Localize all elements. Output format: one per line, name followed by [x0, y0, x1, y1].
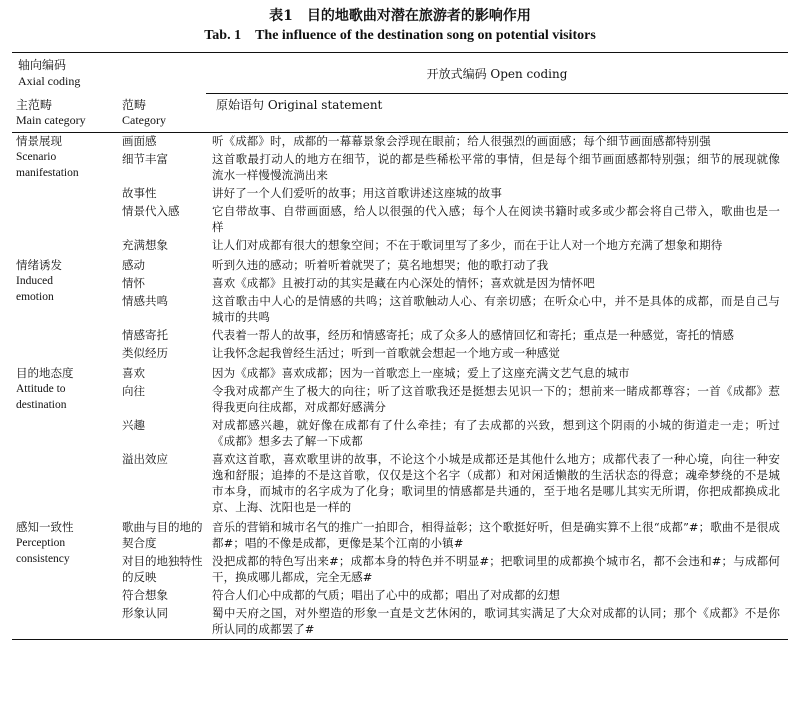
table-row: [118, 257, 788, 273]
original-statement-cell: 符合人们心中成都的气质；唱出了心中的成都；唱出了对成都的幻想: [212, 588, 560, 602]
table-row: [118, 237, 788, 253]
category-cell: 类似经历: [122, 346, 168, 360]
table-row: [118, 185, 788, 201]
category-cell: 情景代入感: [122, 204, 180, 218]
table-row: [118, 605, 788, 637]
original-statement-cell: 喜欢这首歌，喜欢歌里讲的故事，不论这个小城是成都还是其他什么地方；成都代表了一种心境，向往一种安逸和舒服；追捧的不是这首歌，仅仅是这个名字（成都）和对闲适懒散的生活状态的得意；魂牵梦绕的不是城市本身，而城市的名字成为了化身；歌词里的情感都是共通的，至于地名是哪儿其实无所谓，你把成都换成北京、上海、沈阳也是一样的: [212, 452, 780, 514]
main-category-label-zh: 情绪诱发: [16, 258, 62, 272]
original-statement-cell: 这首歌击中人心的是情感的共鸣；这首歌触动人心、有亲切感；在听众心中，并不是具体的成都，而是自己与城市的共鸣: [212, 294, 780, 324]
category-cell: 情感共鸣: [122, 294, 168, 308]
original-statement-cell: 对成都感兴趣，就好像在成都有了什么牵挂；有了去成都的兴致，想到这个阴雨的小城的街道走一走；听过《成都》想多去了解一下成都: [212, 418, 780, 448]
original-statement-cell: 讲好了一个人们爱听的故事；用这首歌讲述这座城的故事: [212, 186, 502, 200]
table-row: [118, 417, 788, 449]
category-header: [118, 98, 206, 128]
main-category-cell: [12, 519, 112, 639]
table-row: [118, 451, 788, 515]
category-cell: 兴趣: [122, 418, 145, 432]
category-rows: [118, 365, 788, 517]
table-row: [118, 519, 788, 551]
table-row: [118, 133, 788, 149]
section-4: [12, 519, 788, 639]
original-statement-cell: 让我怀念起我曾经生活过；听到一首歌就会想起一个地方或一种感觉: [212, 346, 560, 360]
table-row: [118, 151, 788, 183]
original-statement-cell: 令我对成都产生了极大的向往；听了这首歌我还是挺想去见识一下的；想前来一睹成都尊容；一首《成都》惹得我更向往成都，对成都好感满分: [212, 384, 780, 414]
category-cell: 形象认同: [122, 606, 168, 620]
original-statement-cell: 这首歌最打动人的地方在细节，说的都是些稀松平常的事情，但是每个细节画面感都特别强；细节的展现就像流水一样慢慢流淌出来: [212, 152, 780, 182]
table-row: [118, 293, 788, 325]
table-title-en: Tab. 1 The influence of the destination song on potential visitors: [204, 28, 596, 43]
section-3: [12, 365, 788, 517]
table-header-axial-open: [12, 53, 788, 93]
main-category-label-en: emotion: [16, 291, 54, 303]
main-category-label-zh: 感知一致性: [16, 520, 74, 534]
table-row: [118, 553, 788, 585]
category-cell: 对目的地独特性的反映: [122, 554, 203, 584]
original-statement-cell: 它自带故事、自带画面感，给人以很强的代入感；每个人在阅读书籍时或多或少都会将自己带入，歌曲也是一样: [212, 204, 780, 234]
table-row: [118, 383, 788, 415]
main-category-label-zh: 目的地态度: [16, 366, 74, 380]
main-category-label-en: Perception: [16, 537, 66, 549]
table-title-zh: 表1 目的地歌曲对潜在旅游者的影响作用: [269, 8, 531, 24]
table-row: [118, 275, 788, 291]
table-header-columns: [12, 94, 788, 132]
section-1: [12, 133, 788, 255]
axial-coding-en: Axial coding: [18, 74, 81, 88]
category-cell: 充满想象: [122, 238, 168, 252]
open-coding-header: 开放式编码 Open coding: [426, 66, 568, 81]
original-statement-cell: 音乐的营销和城市名气的推广一拍即合，相得益彰；这个歌挺好听，但是确实算不上很“成都”#；歌曲不是很成都#；唱的不像是成都，更像是某个江南的小镇#: [212, 520, 780, 550]
main-category-label-en: Attitude to: [16, 383, 66, 395]
main-category-label-en: consistency: [16, 553, 70, 565]
original-statement-cell: 喜欢《成都》且被打动的其实是藏在内心深处的情怀；喜欢就是因为情怀吧: [212, 276, 595, 290]
main-category-label-en: manifestation: [16, 167, 79, 179]
category-rows: [118, 519, 788, 639]
main-category-en: Main category: [16, 113, 86, 127]
table-bottom-rule: [12, 639, 788, 640]
category-cell: 细节丰富: [122, 152, 168, 166]
main-category-label-en: destination: [16, 399, 67, 411]
table-row: [118, 203, 788, 235]
original-statement-cell: 代表着一帮人的故事，经历和情感寄托；成了众多人的感情回忆和寄托；重点是一种感觉，寄托的情感: [212, 328, 734, 342]
category-rows: [118, 257, 788, 363]
table-row: [118, 587, 788, 603]
table-body: [12, 133, 788, 639]
section-2: [12, 257, 788, 363]
original-statement-cell: 因为《成都》喜欢成都；因为一首歌恋上一座城；爱上了这座充满文艺气息的城市: [212, 366, 630, 380]
main-category-label-en: Induced: [16, 275, 54, 287]
original-statement-cell: 听到久违的感动；听着听着就哭了；莫名地想哭；他的歌打动了我: [212, 258, 549, 272]
table-row: [118, 327, 788, 343]
category-cell: 喜欢: [122, 366, 145, 380]
original-statement-cell: 蜀中天府之国，对外塑造的形象一直是文艺休闲的，歌词其实满足了大众对成都的认同；那个《成都》不是你所认同的成都罢了#: [212, 606, 780, 636]
category-cell: 情感寄托: [122, 328, 168, 342]
main-category-cell: [12, 257, 112, 363]
category-rows: [118, 133, 788, 255]
main-category-cell: [12, 133, 112, 255]
category-cell: 情怀: [122, 276, 145, 290]
category-cell: 画面感: [122, 134, 157, 148]
table-row: [118, 365, 788, 381]
category-zh: 范畴: [122, 98, 147, 112]
category-cell: 溢出效应: [122, 452, 168, 466]
main-category-label-en: Scenario: [16, 151, 57, 163]
original-statement-cell: 让人们对成都有很大的想象空间；不在于歌词里写了多少，而在于让人对一个地方充满了想象和期待: [212, 238, 723, 252]
category-cell: 符合想象: [122, 588, 168, 602]
axial-coding-zh: 轴向编码: [18, 58, 67, 72]
table-row: [118, 345, 788, 361]
main-category-cell: [12, 365, 112, 517]
main-category-zh: 主范畴: [16, 98, 53, 112]
original-statement-cell: 听《成都》时，成都的一幕幕景象会浮现在眼前；给人很强烈的画面感；每个细节画面感都特别强: [212, 134, 711, 148]
axial-coding-header: [12, 57, 206, 89]
category-en: Category: [122, 113, 166, 127]
original-statement-header: 原始语句 Original statement: [216, 98, 383, 112]
category-cell: 向往: [122, 384, 145, 398]
category-cell: 歌曲与目的地的契合度: [122, 520, 203, 550]
original-statement-cell: 没把成都的特色写出来#；成都本身的特色并不明显#；把歌词里的成都换个城市名，都不会违和#；与成都何干，换成哪儿都成，完全无感#: [212, 554, 780, 584]
main-category-header: [12, 98, 112, 128]
category-cell: 感动: [122, 258, 145, 272]
category-cell: 故事性: [122, 186, 157, 200]
main-category-label-zh: 情景展现: [16, 134, 62, 148]
